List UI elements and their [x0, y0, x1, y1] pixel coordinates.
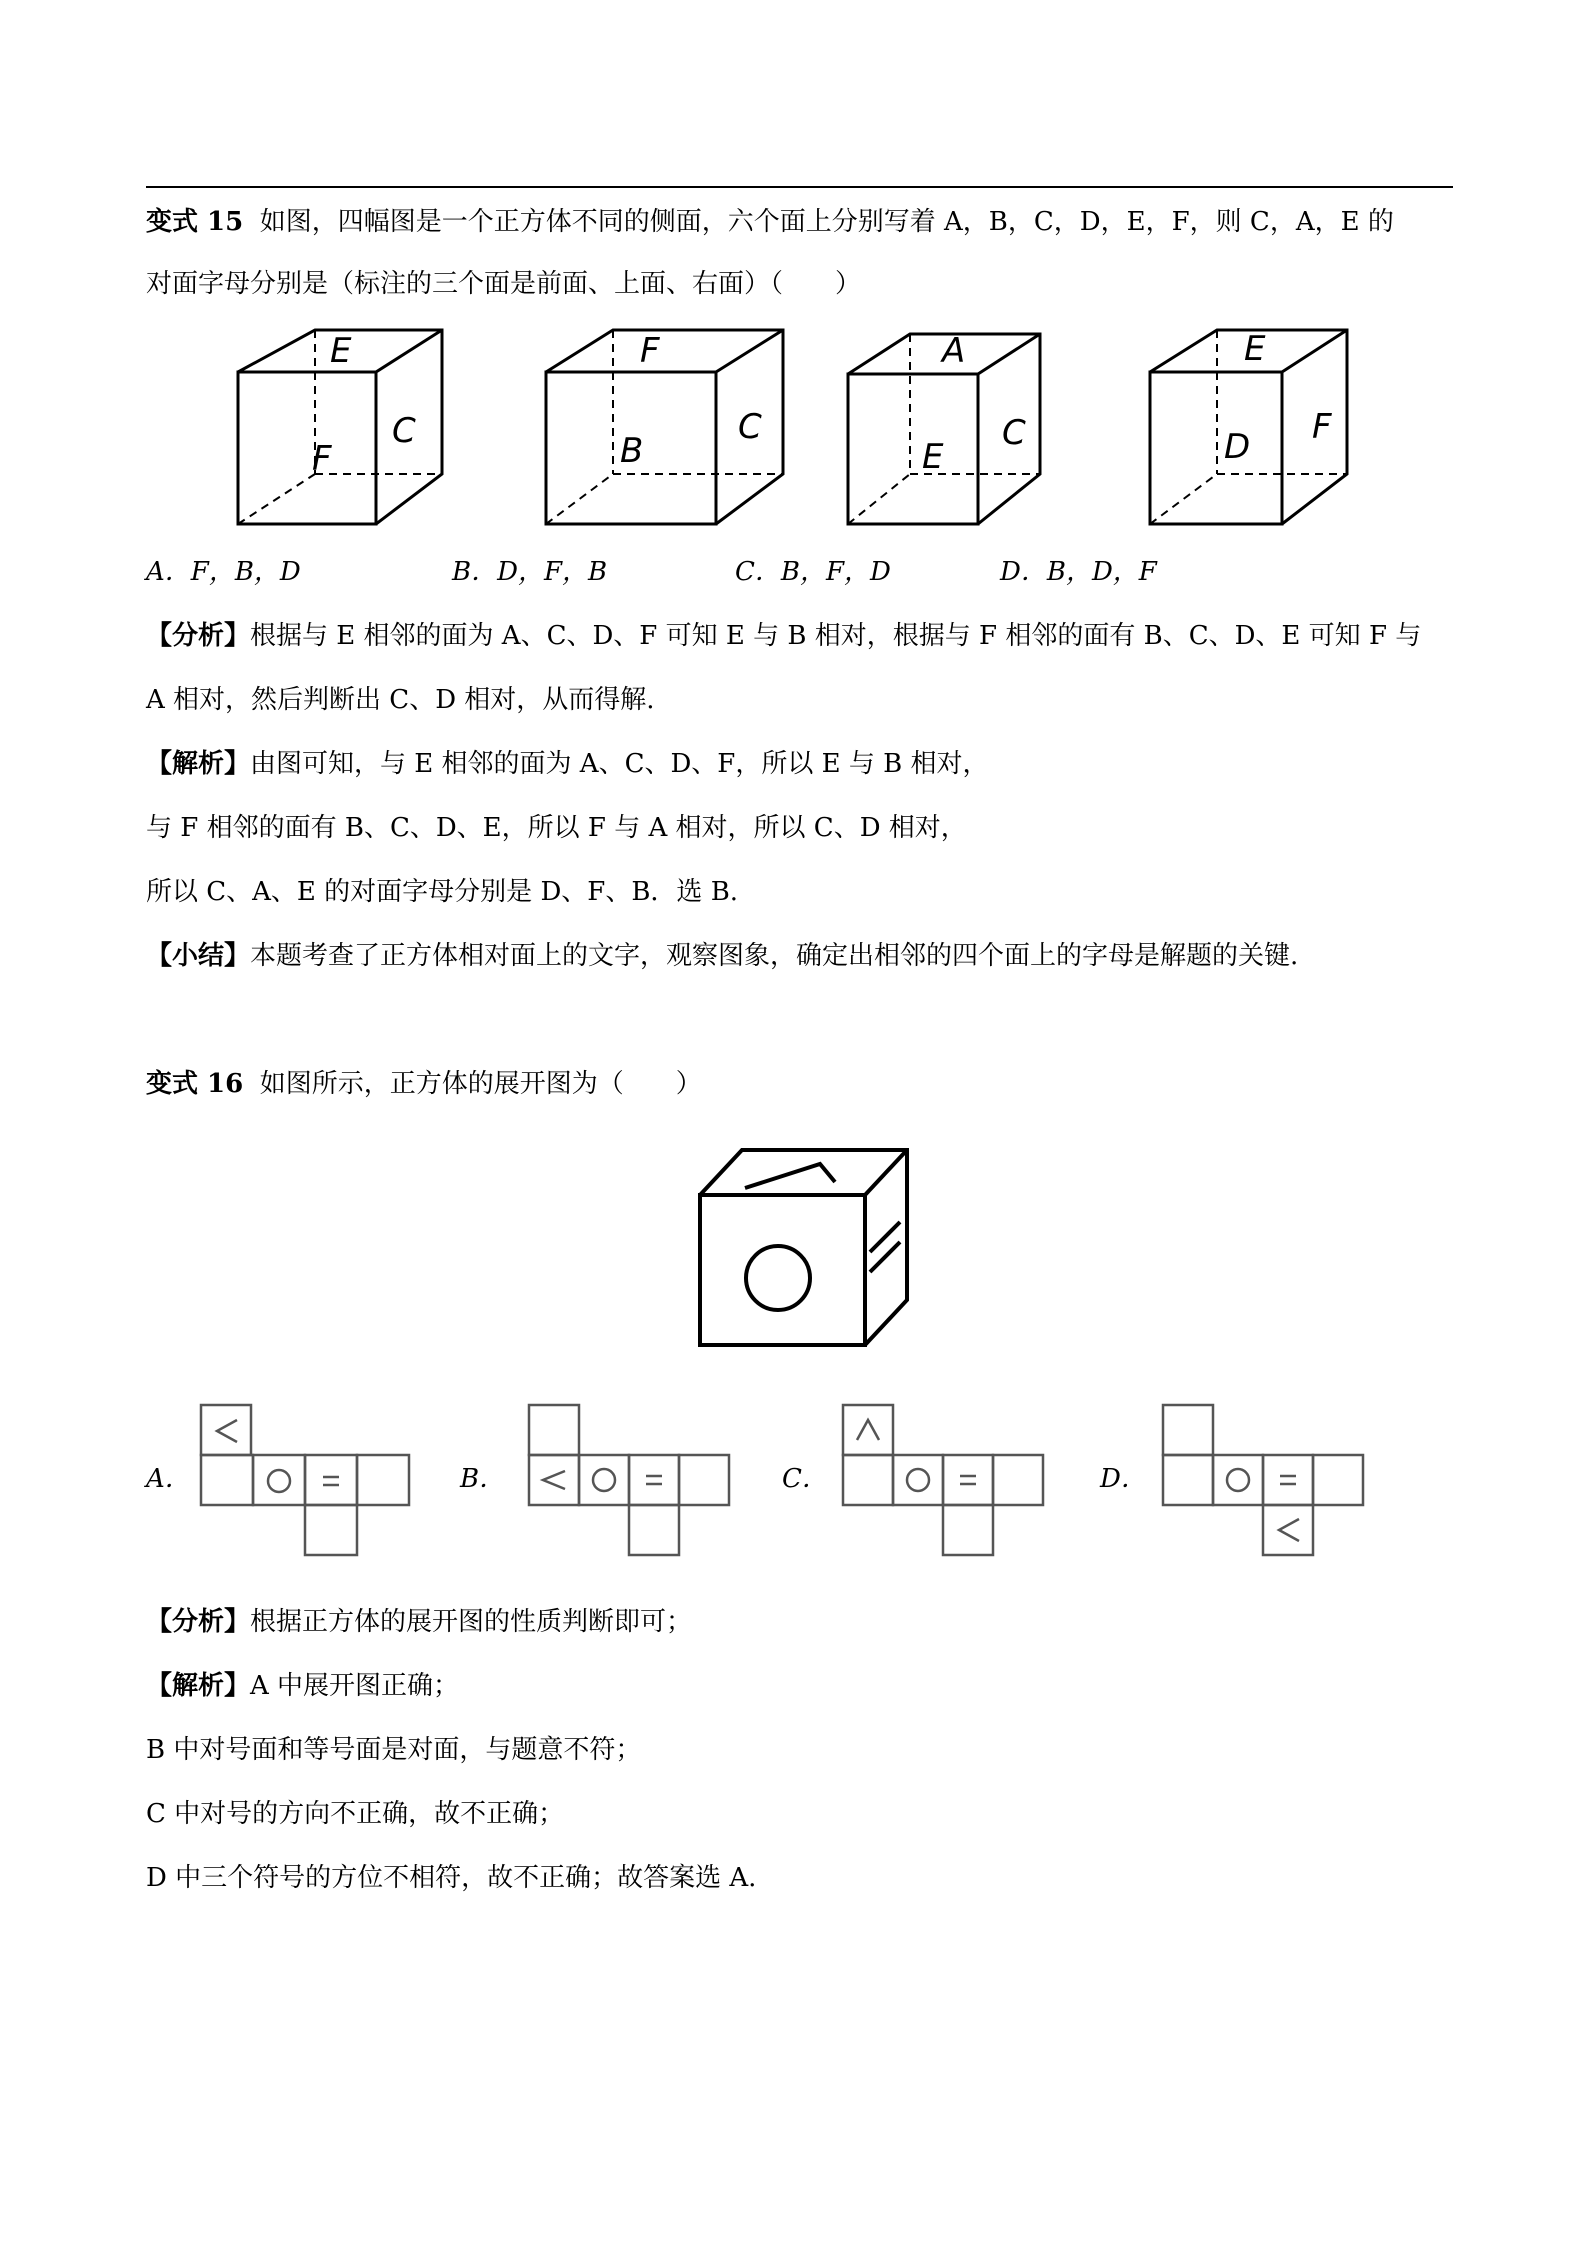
net-c-circle-symbol [907, 1469, 929, 1491]
cube-1-right-letter: C [392, 411, 416, 451]
q15-text2: 对面字母分别是（标注的三个面是前面、上面、右面）（ ） [146, 269, 862, 299]
net-b [529, 1405, 729, 1555]
q15-solution1: 由图可知，与 E 相邻的面为 A、C、D、F，所以 E 与 B 相对， [250, 749, 989, 779]
cube-3-front-letter: E [922, 437, 944, 477]
q15-analysis2: A 相对，然后判断出 C、D 相对，从而得解. [146, 685, 655, 715]
q16-solution-label: 【解析】 [146, 1671, 251, 1701]
cube-4-front-letter: D [1224, 427, 1251, 467]
net-b-check-symbol [543, 1471, 565, 1489]
q16-analysis-line [146, 1604, 692, 1640]
q15-solution-label: 【解析】 [146, 749, 251, 779]
q16-label: 变式 16 [146, 1069, 244, 1099]
net-b-label: B． [460, 1464, 506, 1494]
q15-option-c: C．B，F，D [735, 557, 891, 587]
q15-line1 [146, 204, 1394, 240]
cube-2-top-letter: F [640, 331, 660, 371]
q15-analysis-line1 [146, 618, 1421, 654]
q16-line [146, 1066, 702, 1102]
q15-cube-figures [230, 322, 1380, 532]
net-b-circle-symbol [593, 1469, 615, 1491]
net-d-circle-symbol [1227, 1469, 1249, 1491]
q15-option-d: D．B，D，F [1000, 557, 1157, 587]
q16-analysis: 根据正方体的展开图的性质判断即可； [250, 1607, 693, 1637]
cube-4-top-letter: E [1244, 329, 1266, 369]
q16-text: 如图所示，正方体的展开图为（ ） [259, 1069, 702, 1099]
net-a-circle-symbol [268, 1470, 290, 1492]
q15-analysis1: 根据与 E 相邻的面为 A、C、D、F 可知 E 与 B 相对，根据与 F 相邻的面有 B、C、D、E 可知 F 与 [250, 621, 1422, 651]
q15-option-b: B．D，F，B [452, 557, 608, 587]
q15-summary: 本题考查了正方体相对面上的文字，观察图象，确定出相邻的四个面上的字母是解题的关键. [250, 941, 1299, 971]
net-d-check-symbol [1279, 1519, 1299, 1541]
q16-net-figures [195, 1395, 1395, 1565]
q15-solution-line1 [146, 746, 989, 782]
net-c-check-symbol [857, 1420, 879, 1440]
q15-label: 变式 15 [146, 207, 244, 237]
circle-symbol [746, 1246, 810, 1310]
check-symbol [745, 1164, 835, 1188]
cube-3-top-letter: A [942, 331, 966, 371]
cube-1-top-letter: E [330, 331, 352, 371]
q15-option-a: A．F，B，D [146, 557, 301, 587]
q15-summary-line [146, 938, 1298, 974]
q15-solution3: 所以 C、A、E 的对面字母分别是 D、F、B．选 B. [146, 877, 739, 907]
net-c-label: C． [782, 1464, 828, 1494]
cube-2-front-letter: B [620, 431, 644, 471]
q15-summary-label: 【小结】 [146, 941, 251, 971]
header-rule [146, 186, 1453, 188]
q16-solution1: A 中展开图正确； [250, 1671, 460, 1701]
q15-solution2: 与 F 相邻的面有 B、C、D、E，所以 F 与 A 相对，所以 C、D 相对， [146, 813, 967, 843]
net-a [201, 1405, 409, 1555]
q16-solution3: C 中对号的方向不正确，故不正确； [146, 1799, 565, 1829]
q15-analysis-label: 【分析】 [146, 621, 251, 651]
cube-1-front-letter: F [312, 439, 332, 479]
cube-2-right-letter: C [738, 407, 762, 447]
net-a-label: A． [146, 1464, 191, 1494]
net-c [843, 1405, 1043, 1555]
net-d [1163, 1405, 1363, 1555]
net-a-check-symbol [217, 1420, 237, 1442]
cube-front-face [700, 1195, 865, 1345]
q15-text1: 如图，四幅图是一个正方体不同的侧面，六个面上分别写着 A，B，C，D，E，F，则 C，A，E 的 [259, 207, 1394, 237]
cube-3-right-letter: C [1002, 413, 1026, 453]
q16-solution4: D 中三个符号的方位不相符，故不正确；故答案选 A. [146, 1863, 757, 1893]
cube-4-right-letter: F [1312, 407, 1332, 447]
q16-analysis-label: 【分析】 [146, 1607, 251, 1637]
q16-solution-line1 [146, 1668, 459, 1704]
net-d-label: D． [1100, 1464, 1147, 1494]
q16-cube-figure [690, 1140, 920, 1355]
q16-solution2: B 中对号面和等号面是对面，与题意不符； [146, 1735, 642, 1765]
